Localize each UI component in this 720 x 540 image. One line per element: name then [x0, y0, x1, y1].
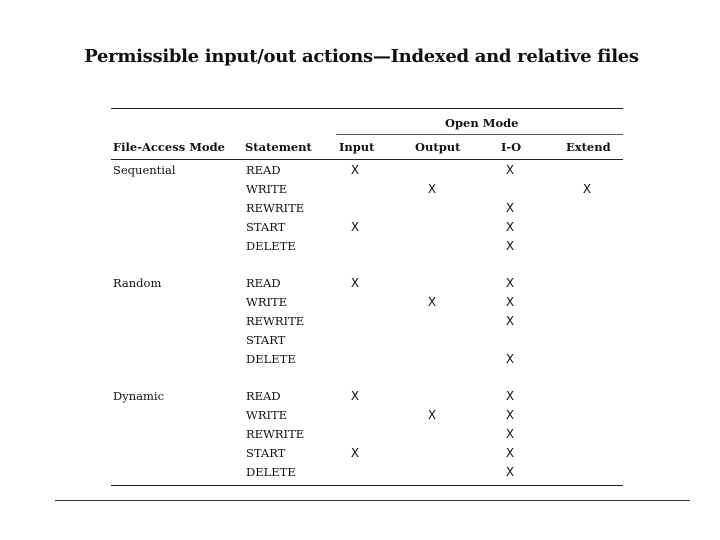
statement-cell: READ: [246, 163, 281, 177]
column-header-extend: Extend: [566, 140, 611, 154]
io-mark: X: [505, 201, 515, 215]
statement-cell: REWRITE: [246, 427, 305, 441]
io-mark: X: [505, 220, 515, 234]
column-header-file-access-mode: File-Access Mode: [113, 140, 225, 154]
extend-mark: X: [582, 182, 592, 196]
io-mark: X: [505, 276, 515, 290]
statement-cell: READ: [246, 389, 281, 403]
column-header-output: Output: [415, 140, 461, 154]
input-mark: X: [350, 446, 360, 460]
io-mark: X: [505, 163, 515, 177]
file-access-mode-label: Dynamic: [113, 389, 165, 403]
io-mark: X: [505, 427, 515, 441]
input-mark: X: [350, 276, 360, 290]
column-header-statement: Statement: [245, 140, 312, 154]
file-access-mode-label: Sequential: [113, 163, 176, 177]
output-mark: X: [427, 295, 437, 309]
file-access-mode-label: Random: [113, 276, 162, 290]
statement-cell: REWRITE: [246, 314, 305, 328]
open-mode-group-header: Open Mode: [445, 116, 519, 130]
statement-cell: WRITE: [246, 182, 288, 196]
input-mark: X: [350, 220, 360, 234]
table-top-rule: [111, 108, 623, 109]
statement-cell: DELETE: [246, 239, 296, 253]
io-mark: X: [505, 239, 515, 253]
open-mode-rule: [336, 134, 623, 135]
output-mark: X: [427, 182, 437, 196]
column-header-input: Input: [339, 140, 375, 154]
io-mark: X: [505, 314, 515, 328]
statement-cell: REWRITE: [246, 201, 305, 215]
io-mark: X: [505, 465, 515, 479]
io-mark: X: [505, 408, 515, 422]
page-title: Permissible input/out actions—Indexed and relative files: [84, 46, 639, 67]
input-mark: X: [350, 163, 360, 177]
output-mark: X: [427, 408, 437, 422]
statement-cell: START: [246, 446, 286, 460]
io-mark: X: [505, 446, 515, 460]
statement-cell: WRITE: [246, 295, 288, 309]
page-footer-rule: [55, 500, 690, 501]
table-bottom-rule: [111, 485, 623, 486]
io-mark: X: [505, 295, 515, 309]
header-rule: [111, 159, 623, 160]
statement-cell: START: [246, 220, 286, 234]
statement-cell: DELETE: [246, 465, 296, 479]
statement-cell: START: [246, 333, 286, 347]
input-mark: X: [350, 389, 360, 403]
io-mark: X: [505, 352, 515, 366]
io-mark: X: [505, 389, 515, 403]
statement-cell: READ: [246, 276, 281, 290]
column-header-io: I-O: [501, 140, 522, 154]
statement-cell: DELETE: [246, 352, 296, 366]
statement-cell: WRITE: [246, 408, 288, 422]
